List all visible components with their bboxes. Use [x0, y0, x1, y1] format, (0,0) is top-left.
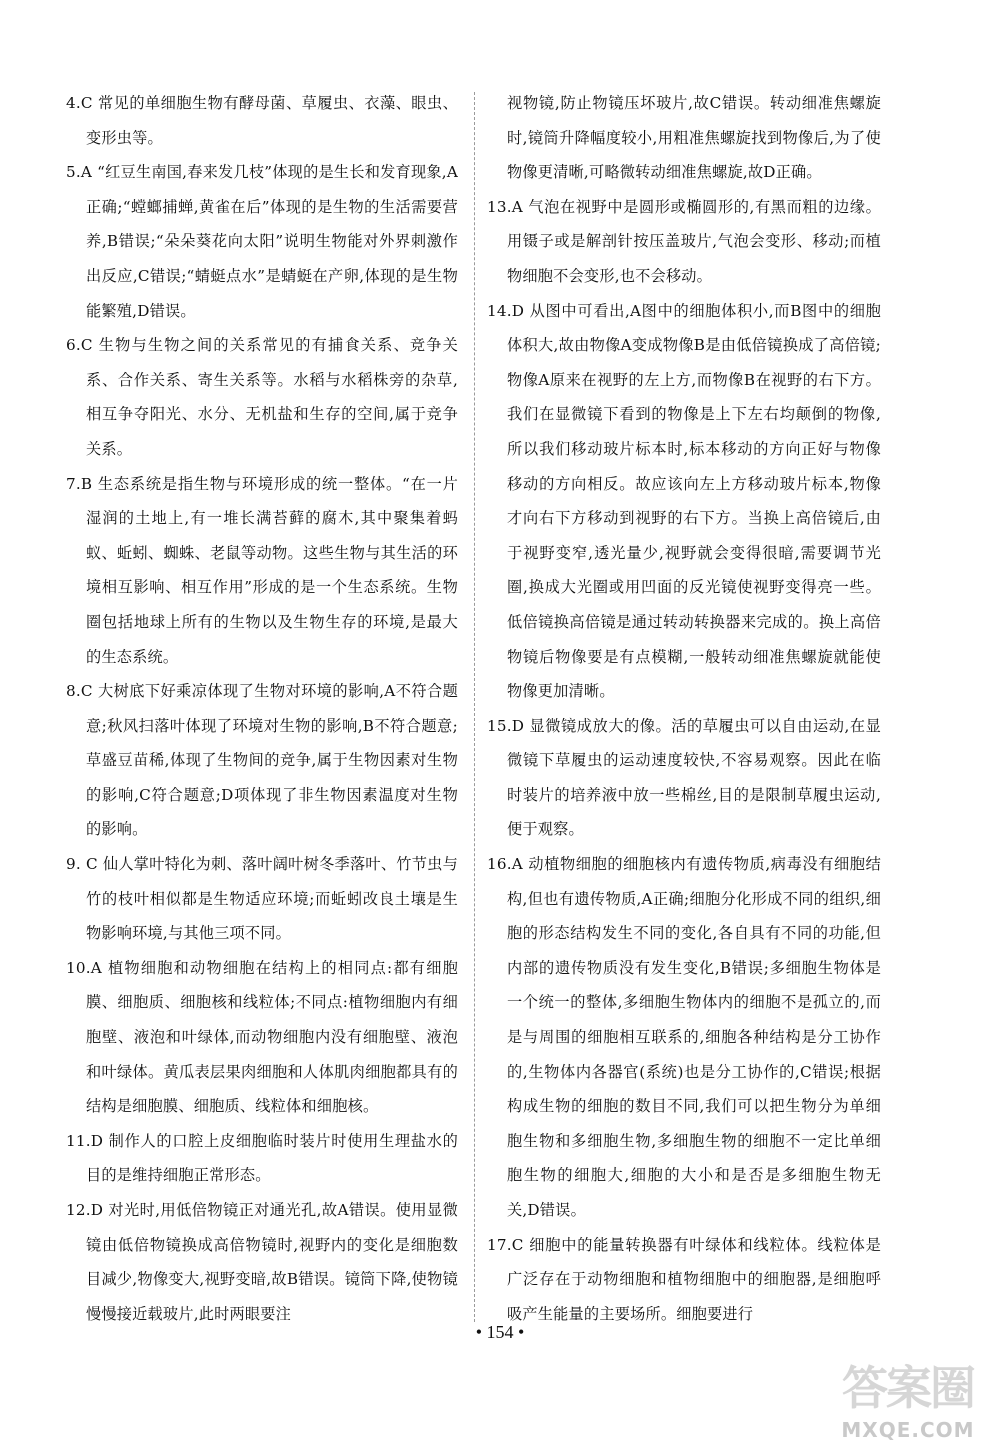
answer-item-11: 11.D 制作人的口腔上皮细胞临时装片时使用生理盐水的目的是维持细胞正常形态。 — [66, 1131, 458, 1185]
answer-item-16: 16.A 动植物细胞的细胞核内有遗传物质,病毒没有细胞结构,但也有遗传物质,A正确;细胞分化形成不同的组织,细胞的形态结构发生不同的变化,各自具有不同的功能,但内部的遗传物质没有发生变化,B错误;多细胞生物体是一个统一的整体,多细胞生物体内的细胞不是孤立的,而是与周围的细胞相互联系的,细胞各种结构是分工协作的,生物体内各器官(系统)也是分工协作的,C错误;根据构成生物的细胞的数目不同,我们可以把生物分为单细胞生物和多细胞生物,多细胞生物的细胞不一定比单细胞生物的细胞大,细胞的大小和是否是多细胞生物无关,D错误。 — [487, 855, 881, 1219]
answer-item-7: 7.B 生态系统是指生物与环境形成的统一整体。“在一片湿润的土地上,有一堆长满苔藓的腐木,其中聚集着蚂蚁、蚯蚓、蜘蛛、老鼠等动物。这些生物与其生活的环境相互影响、相互作用”形成的是一个生态系统。生物圈包括地球上所有的生物以及生物生存的环境,是最大的生态系统。 — [66, 474, 458, 666]
answer-item-13: 13.A 气泡在视野中是圆形或椭圆形的,有黑而粗的边缘。用镊子或是解剖针按压盖玻片,气泡会变形、移动;而植物细胞不会变形,也不会移动。 — [487, 197, 881, 285]
answer-item-12: 12.D 对光时,用低倍物镜正对通光孔,故A错误。使用显微镜由低倍物镜换成高倍物镜时,视野内的变化是细胞数目减少,物像变大,视野变暗,故B错误。镜筒下降,使物镜慢慢接近载玻片,此时两眼要注 — [66, 1201, 458, 1323]
right-answer-column — [487, 86, 881, 1331]
answer-item-8: 8.C 大树底下好乘凉体现了生物对环境的影响,A不符合题意;秋风扫落叶体现了环境对生物的影响,B不符合题意;草盛豆苗稀,体现了生物间的竞争,属于生物因素对生物的影响,C符合题意;D项体现了非生物因素温度对生物的影响。 — [66, 682, 458, 839]
answer-item-6: 6.C 生物与生物之间的关系常见的有捕食关系、竞争关系、合作关系、寄生关系等。水稻与水稻株旁的杂草,相互争夺阳光、水分、无机盐和生存的空间,属于竞争关系。 — [66, 336, 458, 458]
answer-item-17: 17.C 细胞中的能量转换器有叶绿体和线粒体。线粒体是广泛存在于动物细胞和植物细胞中的细胞器,是细胞呼吸产生能量的主要场所。细胞要进行 — [487, 1235, 881, 1323]
answer-item-9: 9. C 仙人掌叶特化为刺、落叶阔叶树冬季落叶、竹节虫与竹的枝叶相似都是生物适应环境;而蚯蚓改良土壤是生物影响环境,与其他三项不同。 — [66, 855, 458, 943]
answer-item-14: 14.D 从图中可看出,A图中的细胞体积小,而B图中的细胞体积大,故由物像A变成物像B是由低倍镜换成了高倍镜;物像A原来在视野的左上方,而物像B在视野的右下方。我们在显微镜下看到的物像是上下左右均颠倒的物像,所以我们移动玻片标本时,标本移动的方向正好与物像移动的方向相反。故应该向左上方移动玻片标本,物像才向右下方移动到视野的右下方。当换上高倍镜后,由于视野变窄,透光量少,视野就会变得很暗,需要调节光圈,换成大光圈或用凹面的反光镜使视野变得亮一些。低倍镜换高倍镜是通过转动转换器来完成的。换上高倍物镜后物像要是有点模糊,一般转动细准焦螺旋就能使物像更加清晰。 — [487, 301, 881, 701]
watermark-site-text: MXQE.COM — [841, 1418, 975, 1442]
column-divider — [474, 92, 475, 1322]
page-number: • 154 • — [475, 1322, 525, 1342]
answer-item-15: 15.D 显微镜成放大的像。活的草履虫可以自由运动,在显微镜下草履虫的运动速度较快,不容易观察。因此在临时装片的培养液中放一些棉丝,目的是限制草履虫运动,便于观察。 — [487, 716, 881, 839]
watermark-logo-text: 答案圈 — [842, 1361, 974, 1415]
answer-item-10: 10.A 植物细胞和动物细胞在结构上的相同点:都有细胞膜、细胞质、细胞核和线粒体;不同点:植物细胞内有细胞壁、液泡和叶绿体,而动物细胞内没有细胞壁、液泡和叶绿体。黄瓜表层果肉细胞和人体肌肉细胞都具有的结构是细胞膜、细胞质、线粒体和细胞核。 — [66, 958, 458, 1116]
answer-item-12-continued: 视物镜,防止物镜压坏玻片,故C错误。转动细准焦螺旋时,镜筒升降幅度较小,用粗准焦螺旋找到物像后,为了使物像更清晰,可略微转动细准焦螺旋,故D正确。 — [507, 94, 881, 182]
answer-item-4: 4.C 常见的单细胞生物有酵母菌、草履虫、衣藻、眼虫、变形虫等。 — [66, 94, 458, 147]
watermark-logo — [838, 1352, 978, 1442]
left-answer-column — [66, 86, 458, 1331]
answer-item-5: 5.A “红豆生南国,春来发几枝”体现的是生长和发育现象,A正确;“螳螂捕蝉,黄雀在后”体现的是生物的生活需要营养,B错误;“朵朵葵花向太阳”说明生物能对外界刺激作出反应,C错误;“蜻蜓点水”是蜻蜓在产卵,体现的是生物能繁殖,D错误。 — [66, 163, 458, 320]
